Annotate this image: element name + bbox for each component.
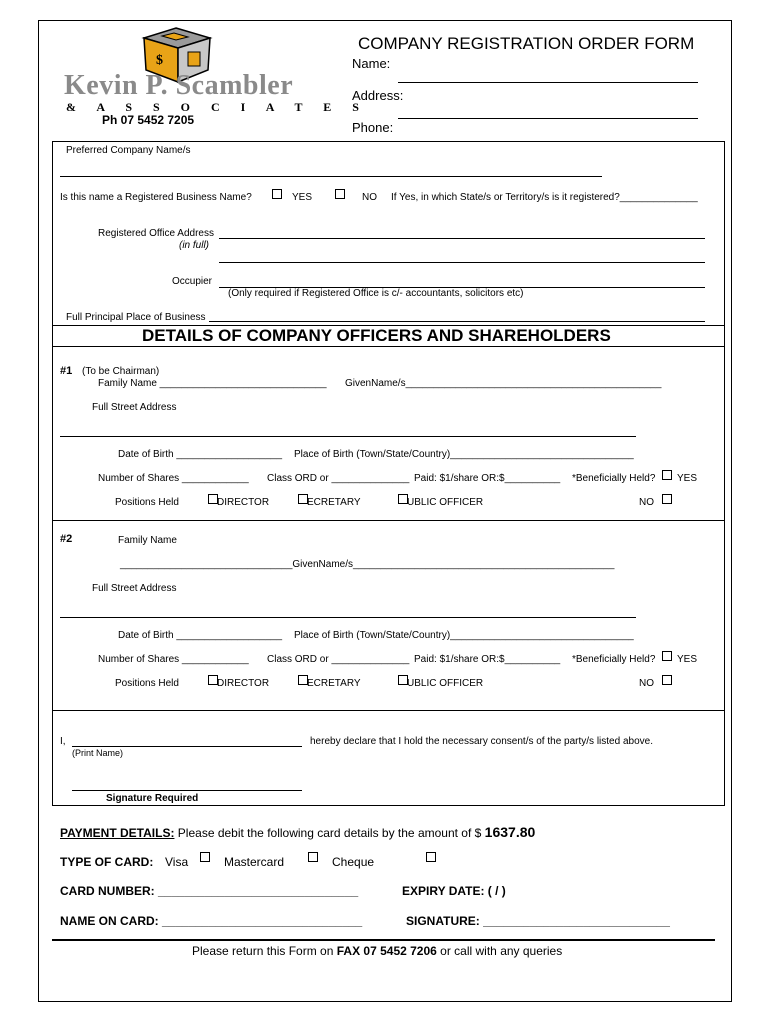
svg-text:$: $	[156, 53, 163, 68]
print-name-field[interactable]	[72, 746, 302, 747]
officer2-benef: *Beneficially Held?	[572, 654, 656, 665]
phone-label: Phone:	[352, 120, 394, 135]
officer1-shares: Number of Shares ____________	[98, 473, 249, 484]
registered-no-label: NO	[362, 192, 377, 203]
officer1-family: Family Name ______________________________	[98, 378, 327, 389]
officer1-chair: (To be Chairman)	[82, 366, 160, 377]
address-label: Address:	[352, 88, 404, 103]
officer1-class: Class ORD or ______________	[267, 473, 410, 484]
officers-divider	[52, 346, 725, 347]
registered-yes-label: YES	[292, 192, 313, 203]
declaration-text: hereby declare that I hold the necessary consent/s of the party/s listed above.	[310, 736, 653, 747]
officer2-number: #2	[60, 533, 73, 545]
cheque-label: Cheque	[332, 855, 375, 869]
cheque-checkbox[interactable]	[426, 852, 436, 862]
officer2-benef-yes-checkbox[interactable]	[662, 651, 672, 661]
name-on-card: NAME ON CARD: ______________________________	[60, 914, 363, 928]
officer1-pob: Place of Birth (Town/State/Country)_________________________________	[294, 449, 634, 460]
return-post: or call with any queries	[440, 944, 563, 958]
state-question: If Yes, in which State/s or Territory/s is it registered?______________	[391, 192, 698, 203]
name-label: Name:	[352, 56, 391, 71]
card-type-label: TYPE OF CARD:	[60, 855, 154, 869]
occupier-note: (Only required if Registered Office is c/- accountants, solicitors etc)	[228, 288, 524, 299]
principal-label: Full Principal Place of Business	[66, 312, 206, 323]
reg-office-label: Registered Office Address	[98, 228, 214, 239]
fax-number: FAX 07 5452 7206	[336, 944, 437, 958]
officer1-secretary: ECRETARY	[307, 497, 361, 508]
preferred-name-label: Preferred Company Name/s	[66, 145, 191, 156]
officer2-street-field[interactable]	[60, 617, 636, 618]
logo-name: Kevin P. Scambler	[64, 70, 294, 101]
preferred-name-field[interactable]	[60, 176, 602, 177]
officer1-street-field[interactable]	[60, 436, 636, 437]
officer2-shares: Number of Shares ____________	[98, 654, 249, 665]
address-field[interactable]	[398, 118, 698, 119]
return-note	[192, 944, 562, 958]
officer2-dob: Date of Birth ___________________	[118, 630, 283, 641]
officer1-given: GivenName/s______________________________________________	[345, 378, 662, 389]
footer-divider	[52, 939, 715, 941]
officer1-benef: *Beneficially Held?	[572, 473, 656, 484]
officer1-number: #1	[60, 365, 73, 377]
officer1-public: UBLIC OFFICER	[407, 497, 484, 508]
officer2-director: DIRECTOR	[217, 678, 270, 689]
signature-field[interactable]	[72, 790, 302, 791]
officers-section-bottom	[52, 710, 725, 711]
officer2-public: UBLIC OFFICER	[407, 678, 484, 689]
payment-line	[60, 824, 535, 840]
reg-office-field-2[interactable]	[219, 262, 705, 263]
officer2-street-label: Full Street Address	[92, 583, 177, 594]
reg-office-field-1[interactable]	[219, 238, 705, 239]
principal-field[interactable]	[209, 321, 705, 322]
officer2-benef-yes: YES	[677, 654, 698, 665]
officer1-benef-yes-checkbox[interactable]	[662, 470, 672, 480]
payment-text: Please debit the following card details by the amount of $	[177, 826, 482, 840]
officer2-benef-no: NO	[639, 678, 654, 689]
card-number: CARD NUMBER: ______________________________	[60, 884, 359, 898]
name-field[interactable]	[398, 82, 698, 83]
officer1-benef-no: NO	[639, 497, 654, 508]
officers-heading: DETAILS OF COMPANY OFFICERS AND SHAREHOLDERS	[142, 326, 611, 345]
occupier-label: Occupier	[172, 276, 213, 287]
right-rule	[724, 141, 725, 805]
print-name-note: (Print Name)	[72, 748, 124, 758]
officer1-benef-no-checkbox[interactable]	[662, 494, 672, 504]
officer1-dob: Date of Birth ___________________	[118, 449, 283, 460]
signature-required: Signature Required	[106, 793, 199, 804]
officer2-positions: Positions Held	[115, 678, 179, 689]
officer2-given: _______________________________GivenName/s_______________________________________________	[120, 559, 615, 570]
officer2-secretary: ECRETARY	[307, 678, 361, 689]
declaration-i: I,	[60, 736, 66, 747]
payment-label: PAYMENT DETAILS:	[60, 826, 175, 840]
registered-question: Is this name a Registered Business Name?	[60, 192, 252, 203]
officer-divider	[52, 520, 725, 521]
officer1-director: DIRECTOR	[217, 497, 270, 508]
declaration-bottom	[52, 805, 725, 806]
in-full-note: (in full)	[179, 240, 210, 251]
card-signature: SIGNATURE: ____________________________	[406, 914, 670, 928]
officer2-class: Class ORD or ______________	[267, 654, 410, 665]
officer2-family: Family Name	[118, 535, 177, 546]
payment-amount: 1637.80	[484, 824, 536, 840]
return-pre: Please return this Form on	[192, 944, 334, 958]
officer2-pob: Place of Birth (Town/State/Country)_________________________________	[294, 630, 634, 641]
officer2-benef-no-checkbox[interactable]	[662, 675, 672, 685]
mastercard-label: Mastercard	[224, 855, 285, 869]
registered-no-checkbox[interactable]	[335, 189, 345, 199]
expiry-date: EXPIRY DATE: ( / )	[402, 884, 506, 898]
officer1-paid: Paid: $1/share OR:$__________	[414, 473, 561, 484]
mastercard-checkbox[interactable]	[308, 852, 318, 862]
visa-checkbox[interactable]	[200, 852, 210, 862]
logo-sub: & A S S O C I A T E S	[66, 100, 368, 114]
form-title: COMPANY REGISTRATION ORDER FORM	[358, 34, 695, 53]
left-rule	[52, 141, 53, 805]
officer1-positions: Positions Held	[115, 497, 179, 508]
registered-yes-checkbox[interactable]	[272, 189, 282, 199]
visa-label: Visa	[165, 855, 189, 869]
officer1-street-label: Full Street Address	[92, 402, 177, 413]
logo-phone: Ph 07 5452 7205	[102, 113, 195, 127]
officer1-benef-yes: YES	[677, 473, 698, 484]
officer2-paid: Paid: $1/share OR:$__________	[414, 654, 561, 665]
